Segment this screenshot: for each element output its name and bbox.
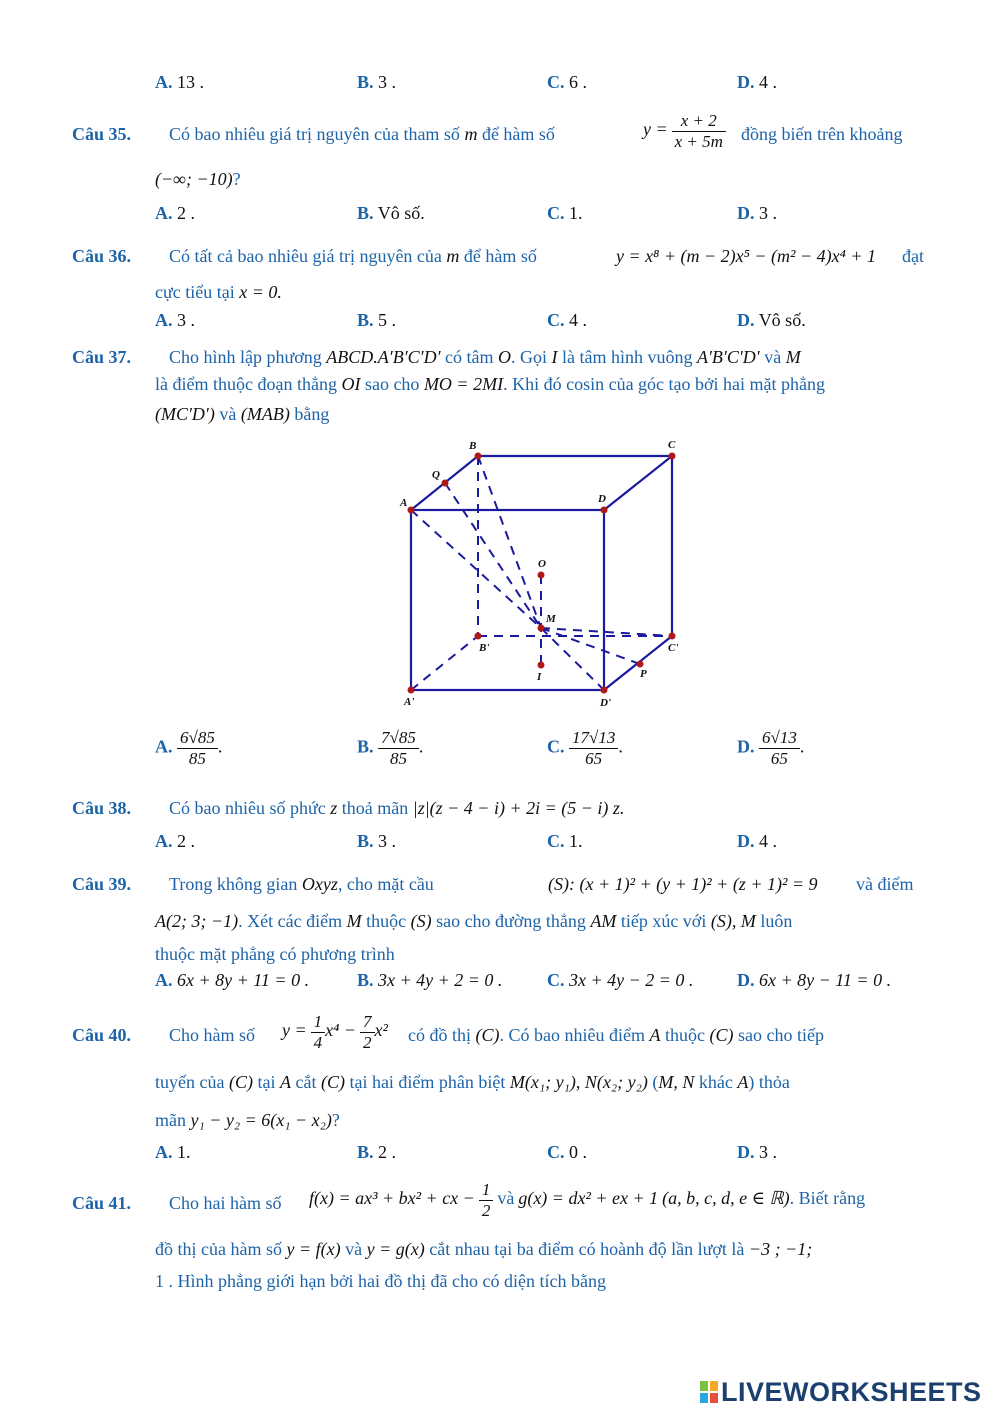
q38-text: Có bao nhiêu số phức z thoả mãn |z|(z − 4 − i) + 2i = (5 − i) z. [169,798,625,818]
edge-ApBp-hidden [411,636,478,690]
q35-option-a: A. 2 . [155,203,195,223]
q38-label: Câu 38. [72,798,132,818]
point-Cp [669,633,676,640]
label-Q: Q [432,469,440,481]
q35-option-d: D. 3 . [737,203,777,223]
q39-line1: Trong không gian Oxyz, cho mặt cầu [169,874,434,894]
label-Ap: A' [404,696,415,708]
q37-line1: Cho hình lập phương ABCD.A′B′C′D′ có tâm O. Gọi I là tâm hình vuông A′B′C′D′ và M [169,347,801,367]
q36-option-b: B. 5 . [357,310,397,330]
liveworksheets-logo: LIVEWORKSHEETS [700,1377,982,1408]
q40-option-b: B. 2 . [357,1142,397,1162]
q39-text-end: và điểm [856,874,914,894]
q37-option-b: B. $\frac{7√85}{85}$ . [357,728,424,768]
q39-line2: A(2; 3; −1). Xét các điểm M thuộc (S) sao cho đường thẳng AM tiếp xúc với (S), M luôn [155,911,793,931]
q34-option-c: C. 6 . [547,72,587,92]
q39-option-c: C. 3x + 4y − 2 = 0 . [547,970,694,990]
q41-line2: đồ thị của hàm số y = f(x) và y = g(x) cắt nhau tại ba điểm có hoành độ lần lượt là −3 ; −1; [155,1239,813,1259]
q40-line1-end: có đồ thị (C). Có bao nhiêu điểm A thuộc (C) sao cho tiếp [408,1025,824,1045]
q35-interval: (−∞; −10)? [155,169,241,189]
point-Ap [408,687,415,694]
q38-option-a: A. 2 . [155,831,195,851]
line-BM [478,456,541,628]
point-O [538,572,545,579]
point-A [408,507,415,514]
q37-option-c: C. $\frac{17√13}{65}$ . [547,728,623,768]
q34-option-a: A. 13 . [155,72,204,92]
q41-text: Cho hai hàm số [169,1193,282,1213]
q39-option-d: D. 6x + 8y − 11 = 0 . [737,970,892,990]
point-Q [442,480,449,487]
q34-option-d: D. 4 . [737,72,777,92]
q38-option-c: C. 1. [547,831,583,851]
q39-sphere: (S): (x + 1)² + (y + 1)² + (z + 1)² = 9 [548,874,818,894]
q37-line3: (MC′D′) và (MAB) bằng [155,404,330,424]
line-QM [445,483,541,628]
q41-label: Câu 41. [72,1193,132,1213]
line-MDp [541,628,604,690]
q40-line2: tuyến của (C) tại A cắt (C) tại hai điểm phân biệt M(x₁; y₁), N(x₂; y₂) (M, N khác A) thỏa [155,1072,790,1092]
label-Bp: B' [479,642,490,654]
point-Dp [601,687,608,694]
q41-formula: f(x) = ax³ + bx² + cx − $\frac{1}{2}$ và g(x) = dx² + ex + 1 (a, b, c, d, e ∈ ℝ). Biết rằng [309,1180,866,1220]
label-P: P [640,668,647,680]
q36-option-a: A. 3 . [155,310,195,330]
q39-option-b: B. 3x + 4y + 2 = 0 . [357,970,503,990]
q38-option-b: B. 3 . [357,831,397,851]
q40-option-a: A. 1. [155,1142,191,1162]
point-M [538,625,545,632]
q40-formula: y = $\frac{1}{4}$ x⁴ − $\frac{7}{2}$ x² [282,1012,388,1052]
q35-option-b: B. Vô số. [357,203,425,223]
q34-option-b: B. 3 . [357,72,397,92]
label-Dp: D' [600,697,611,709]
q37-option-d: D. $\frac{6√13}{65}$ . [737,728,805,768]
point-I [538,662,545,669]
label-Cp: C' [668,642,679,654]
q40-line3: mãn y₁ − y₂ = 6(x₁ − x₂)? [155,1110,340,1130]
q35-formula: y = $\frac{x + 2}{x + 5m}$ [643,111,726,152]
q36-option-d: D. Vô số. [737,310,806,330]
q41-line3: 1 . Hình phẳng giới hạn bởi hai đồ thị đã cho có diện tích bằng [155,1271,606,1291]
point-C [669,453,676,460]
q35-label: Câu 35. [72,124,132,144]
q36-label: Câu 36. [72,246,132,266]
q36-line2: cực tiểu tại x = 0. [155,282,282,302]
q36-formula: y = x⁸ + (m − 2)x⁵ − (m² − 4)x⁴ + 1 [616,246,876,266]
q36-option-c: C. 4 . [547,310,587,330]
q37-label: Câu 37. [72,347,132,367]
q36-text: Có tất cả bao nhiêu giá trị nguyên của m để hàm số [169,246,537,266]
point-Bp [475,633,482,640]
label-D: D [598,493,606,505]
q38-option-d: D. 4 . [737,831,777,851]
q35-text: Có bao nhiêu giá trị nguyên của tham số m để hàm số [169,124,555,144]
q40-label: Câu 40. [72,1025,132,1045]
edge-DC [604,456,672,510]
label-C: C [668,439,676,451]
label-B: B [469,440,477,452]
point-P [637,661,644,668]
label-M: M [546,613,556,625]
cube-figure [395,436,695,721]
label-A: A [400,497,408,509]
q40-option-c: C. 0 . [547,1142,587,1162]
liveworksheets-mark-icon [700,1381,718,1403]
label-I: I [537,671,542,683]
q35-text-end: đồng biến trên khoảng [741,124,903,144]
q39-option-a: A. 6x + 8y + 11 = 0 . [155,970,310,990]
q39-line3: thuộc mặt phẳng có phương trình [155,944,395,964]
q35-option-c: C. 1. [547,203,583,223]
q40-text: Cho hàm số [169,1025,256,1045]
point-D [601,507,608,514]
line-AM [411,510,541,628]
q37-line2: là điểm thuộc đoạn thẳng OI sao cho MO = 2MI. Khi đó cosin của góc tạo bởi hai mặt phẳng [155,374,826,394]
q40-option-d: D. 3 . [737,1142,777,1162]
q36-text-end: đạt [902,246,924,266]
q39-label: Câu 39. [72,874,132,894]
q37-option-a: A. $\frac{6√85}{85}$ . [155,728,223,768]
label-O: O [538,558,546,570]
point-B [475,453,482,460]
